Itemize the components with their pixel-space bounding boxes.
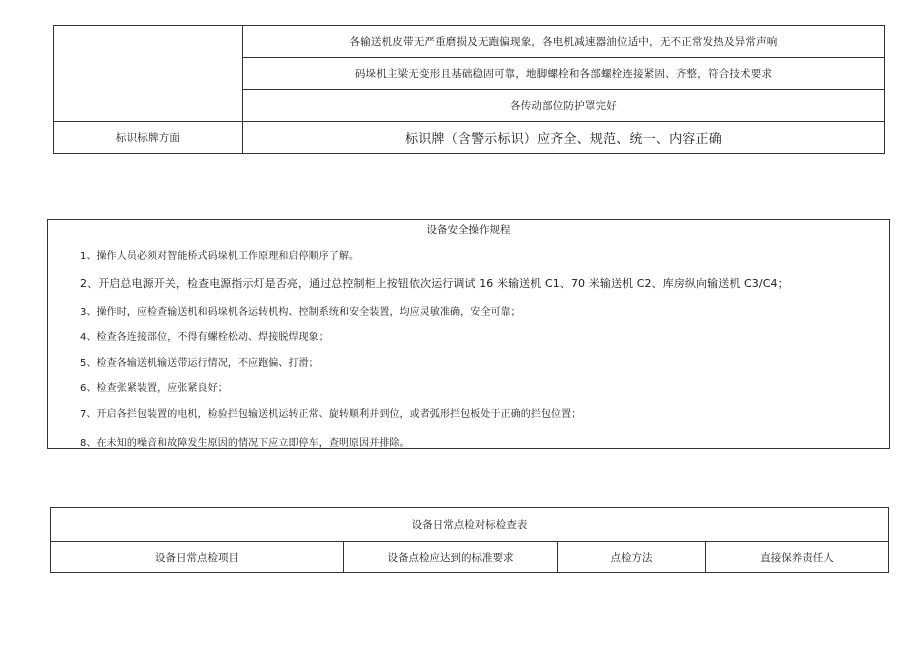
safety-procedure-box xyxy=(47,219,890,449)
procedure-item: 3、操作时，应检查输送机和码垛机各运转机构、控制系统和安全装置，均应灵敏准确，安全可靠； xyxy=(80,307,521,318)
equipment-requirement-2: 码垛机主梁无变形且基础稳固可靠，地脚螺栓和各部螺栓连接紧固、齐整，符合技术要求 xyxy=(354,68,773,80)
header-method: 点检方法 xyxy=(610,551,653,564)
daily-check-title: 设备日常点检对标检查表 xyxy=(411,519,528,531)
procedure-item: 2、开启总电源开关，检查电源指示灯是否亮，通过总控制柜上按钮依次运行调试 16 米输送机 C1、70 米输送机 C2、库房纵向输送机 C3/C4； xyxy=(80,277,789,290)
procedure-item: 8、在未知的噪音和故障发生原因的情况下应立即停车，查明原因并排除。 xyxy=(80,438,410,449)
procedure-item: 1、操作人员必须对智能桥式码垛机工作原理和启停顺序了解。 xyxy=(80,251,360,262)
procedure-item: 5、检查各输送机输送带运行情况，不应跑偏、打滑； xyxy=(80,358,319,369)
inspection-table xyxy=(53,25,885,154)
sign-category-cell: 标识标牌方面 xyxy=(115,132,181,144)
header-responsible: 直接保养责任人 xyxy=(760,551,834,564)
procedure-item: 6、检查张紧装置，应张紧良好； xyxy=(80,383,228,394)
procedure-title: 设备安全操作规程 xyxy=(426,224,511,236)
equipment-requirement-1: 各输送机皮带无严重磨损及无跑偏现象，各电机减速器油位适中，无不正常发热及异常声响 xyxy=(349,36,778,48)
daily-check-table xyxy=(50,507,889,573)
procedure-item: 4、检查各连接部位，不得有螺栓松动、焊接脱焊现象； xyxy=(80,332,329,343)
sign-requirement-cell: 标识牌（含警示标识）应齐全、规范、统一、内容正确 xyxy=(405,132,722,147)
equipment-requirement-3: 各传动部位防护罩完好 xyxy=(510,100,617,112)
procedure-item: 7、开启各拦包装置的电机，检验拦包输送机运转正常、旋转顺利并到位，或者弧形拦包板处于正确的拦包位置； xyxy=(80,409,582,420)
header-standard: 设备点检应达到的标准要求 xyxy=(387,551,514,564)
header-check-item: 设备日常点检项目 xyxy=(155,551,239,564)
